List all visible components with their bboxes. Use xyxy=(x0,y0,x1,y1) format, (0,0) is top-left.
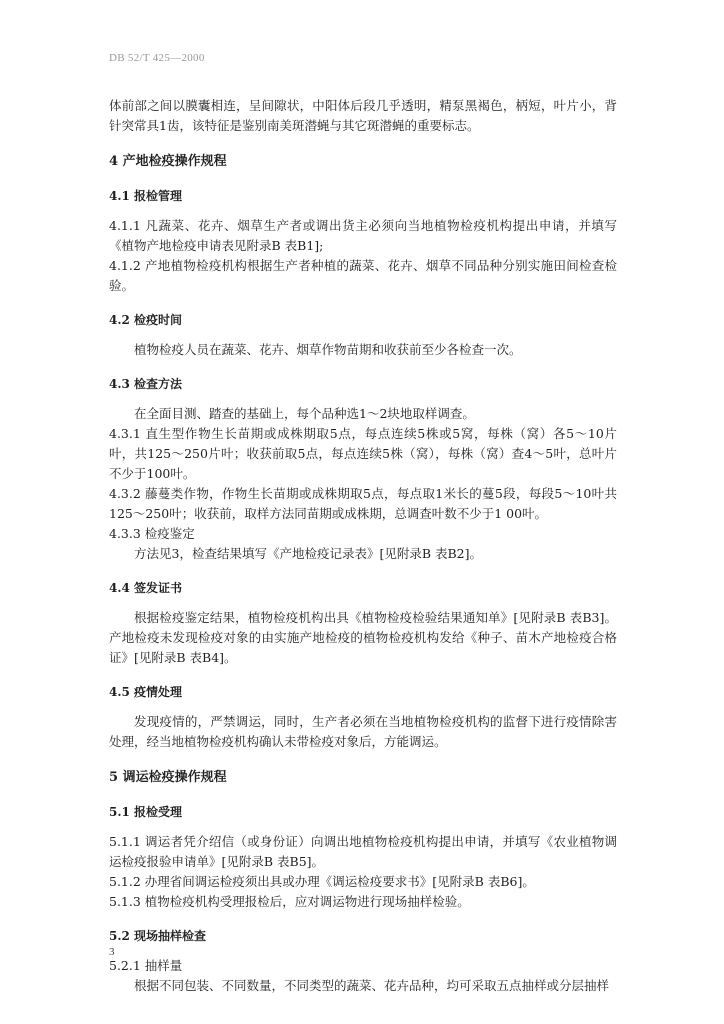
subsection-heading: 5.2 现场抽样检查 xyxy=(109,929,207,943)
spacer xyxy=(109,564,617,578)
spacer xyxy=(109,394,617,404)
section-heading: 4 产地检疫操作规程 xyxy=(109,154,227,169)
spacer xyxy=(109,702,617,712)
paragraph: 体前部之间以膜囊相连，呈间隙状，中阳体后段几乎透明，精泵黑褐色，柄短，叶片小，背针突常具1齿，该特征是鉴别南美斑潜蝇与其它斑潜蝇的重要标志。 xyxy=(109,98,617,133)
spacer xyxy=(109,752,617,768)
spacer xyxy=(109,360,617,374)
subsection-heading: 4.5 疫情处理 xyxy=(109,685,183,699)
paragraph: 4.1.1 凡蔬菜、花卉、烟草生产者或调出货主必须向当地植物检疫机构提出申请，并填写《植物产地检疫申请表见附录B 表B1]; xyxy=(109,218,617,253)
spacer xyxy=(109,668,617,682)
spacer xyxy=(109,172,617,186)
spacer xyxy=(109,330,617,340)
paragraph: 5.1.1 调运者凭介绍信（或身份证）向调出地植物检疫机构提出申请，并填写《农业植物调运检疫报验申请单》[见附录B 表B5]。 xyxy=(109,834,617,869)
paragraph: 发现疫情的，严禁调运，同时，生产者必须在当地植物检疫机构的监督下进行疫情除害处理，经当地植物检疫机构确认未带检疫对象后，方能调运。 xyxy=(109,714,617,749)
spacer xyxy=(109,296,617,310)
paragraph: 4.3.3 检疫鉴定 xyxy=(109,526,195,541)
page-number: 3 xyxy=(109,946,115,958)
paragraph: 5.1.3 植物检疫机构受理报检后，应对调运物进行现场抽样检验。 xyxy=(109,894,470,909)
subsection-heading: 4.3 检查方法 xyxy=(109,377,183,391)
document-body xyxy=(109,96,617,996)
subsection-heading: 4.2 检疫时间 xyxy=(109,313,183,327)
paragraph: 5.1.2 办理省间调运检疫须出具或办理《调运检疫要求书》[见附录B 表B6]。 xyxy=(109,874,535,889)
spacer xyxy=(109,136,617,152)
spacer xyxy=(109,206,617,216)
paragraph: 4.3.1 直生型作物生长苗期或成株期取5点，每点连续5株或5窝，每株（窝）各5～10片叶，共125～250片叶；收获前取5点，每点连续5株（窝），每株（窝）查4～5叶，总叶片不少于100叶。 xyxy=(109,426,617,481)
spacer xyxy=(109,822,617,832)
paragraph: 4.3.2 藤蔓类作物，作物生长苗期或成株期取5点，每点取1米长的蔓5段，每段5～10叶共125～250叶；收获前，取样方法同苗期或成株期，总调查叶数不少于1 00叶。 xyxy=(109,486,617,521)
paragraph: 根据不同包装、不同数量，不同类型的蔬菜、花卉品种，均可采取五点抽样或分层抽样 xyxy=(134,978,610,993)
spacer xyxy=(109,912,617,926)
paragraph: 4.1.2 产地植物检疫机构根据生产者种植的蔬菜、花卉、烟草不同品种分别实施田间检查检验。 xyxy=(109,258,617,293)
paragraph: 5.2.1 抽样量 xyxy=(109,958,183,973)
spacer xyxy=(109,788,617,802)
section-heading: 5 调运检疫操作规程 xyxy=(109,770,227,785)
spacer xyxy=(109,946,617,956)
paragraph: 根据检疫鉴定结果，植物检疫机构出具《植物检疫检验结果通知单》[见附录B 表B3]。产地检疫未发现检疫对象的由实施产地检疫的植物检疫机构发给《种子、苗木产地检疫合格证》[见附录B 表B4]。 xyxy=(109,610,617,665)
subsection-heading: 4.1 报检管理 xyxy=(109,189,183,203)
subsection-heading: 5.1 报检受理 xyxy=(109,805,183,819)
paragraph: 在全面目测、踏查的基础上，每个品种选1～2块地取样调查。 xyxy=(134,406,475,421)
document-code-header: DB 52/T 425—2000 xyxy=(109,52,205,64)
spacer xyxy=(109,598,617,608)
subsection-heading: 4.4 签发证书 xyxy=(109,581,183,595)
paragraph: 方法见3，检查结果填写《产地检疫记录表》[见附录B 表B2]。 xyxy=(134,546,483,561)
paragraph: 植物检疫人员在蔬菜、花卉、烟草作物苗期和收获前至少各检查一次。 xyxy=(134,342,522,357)
